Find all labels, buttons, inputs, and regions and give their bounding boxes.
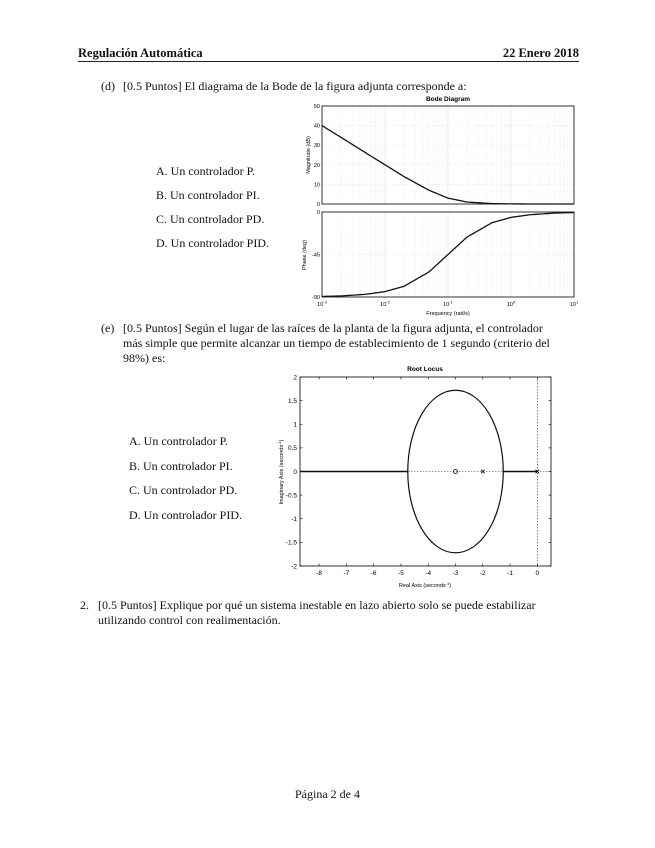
magnitude-tick-label: 0 [316, 202, 320, 208]
imag-tick-label: 2 [293, 374, 297, 382]
frequency-tick-label: $10^{-1}$ [443, 299, 453, 308]
question-d-option-a: A. Un controlador P. [156, 164, 255, 178]
frequency-tick-label: $10^{-2}$ [380, 299, 390, 308]
page-number: Página 2 de 4 [295, 787, 360, 801]
frequency-tick-label: $10^1$ [569, 299, 579, 308]
magnitude-tick-label: 20 [313, 162, 320, 169]
real-tick-label: 0 [535, 570, 540, 577]
question-e-line-3: 98%) es: [123, 351, 166, 365]
bode-title: Bode Diagram [425, 96, 471, 103]
root-locus-ticks [286, 374, 551, 577]
real-tick-label: -3 [452, 570, 459, 577]
question-d-text: [0.5 Puntos] El diagrama de la Bode de la figura adjunta corresponde a: [123, 79, 467, 93]
real-tick-label: -7 [343, 570, 350, 577]
bode-phase-ticks [312, 210, 320, 301]
imag-tick-label: 0.5 [287, 445, 297, 453]
page-header [78, 46, 579, 61]
phase-tick-label: -90 [312, 295, 320, 301]
course-title: Regulación Automática [78, 46, 203, 60]
imag-tick-label: 1 [293, 421, 297, 429]
real-tick-label: -1 [507, 570, 513, 577]
magnitude-tick-label: 50 [313, 104, 320, 110]
question-2-line-2: utilizando control con realimentación. [98, 613, 281, 627]
magnitude-tick-label: 10 [313, 182, 320, 189]
root-locus-ylabel: Imaginary Axis (seconds$^{-1}$) [277, 439, 285, 505]
real-tick-label: -6 [370, 570, 377, 577]
real-tick-label: -2 [479, 570, 486, 577]
question-e-option-c: C. Un controlador PD. [129, 483, 238, 497]
imag-tick-label: 1.5 [287, 397, 297, 405]
question-2-label: 2. [80, 598, 89, 612]
real-tick-label: -8 [316, 570, 322, 577]
frequency-tick-label: $10^{-3}$ [317, 299, 327, 308]
root-locus-plot [270, 360, 560, 592]
frequency-tick-label: $10^0$ [506, 299, 516, 308]
question-2-line-1: [0.5 Puntos] Explique por qué un sistema inestable en lazo abierto solo se puede estabilizar [98, 598, 536, 612]
question-e-option-d: D. Un controlador PID. [129, 508, 242, 522]
real-tick-label: -5 [398, 570, 404, 577]
imag-tick-label: 0 [293, 468, 297, 476]
question-e-line-1: [0.5 Puntos] Según el lugar de las raíces de la planta de la figura adjunta, el controlador [123, 321, 543, 335]
magnitude-tick-label: 30 [313, 143, 320, 150]
question-e-label: (e) [101, 321, 115, 335]
question-d-option-c: C. Un controlador PD. [156, 212, 265, 226]
phase-ylabel: Phase (deg) [302, 240, 308, 270]
real-tick-label: -4 [425, 570, 432, 577]
question-e-line-2: más simple que permite alcanzar un tiempo de establecimiento de 1 segundo (criterio del [123, 336, 550, 350]
imag-tick-label: -0.5 [285, 492, 297, 500]
phase-tick-label: 0 [316, 210, 320, 216]
root-locus-title: Root Locus [407, 366, 443, 373]
locus-branch-ellipse [408, 390, 503, 553]
imag-tick-label: -1 [291, 516, 297, 524]
question-d-label: (d) [101, 79, 115, 93]
imag-tick-label: -1.5 [285, 539, 297, 547]
bode-magnitude-ticks [314, 104, 320, 208]
question-e-option-a: A. Un controlador P. [129, 434, 228, 448]
question-d-option-d: D. Un controlador PID. [156, 236, 269, 250]
magnitude-ylabel: Magnitude (dB) [306, 136, 312, 174]
header-rule [78, 61, 579, 62]
question-e-option-b: B. Un controlador PI. [129, 459, 233, 473]
bode-magnitude-grid [322, 106, 574, 204]
exam-date: 22 Enero 2018 [502, 46, 579, 60]
bode-x-ticks [317, 300, 579, 309]
bode-xlabel: Frequency (rad/s) [426, 311, 470, 317]
magnitude-tick-label: 40 [313, 123, 320, 130]
root-locus-xlabel: Real Axis (seconds$^{-1}$) [398, 581, 452, 589]
imag-tick-label: -2 [291, 563, 297, 571]
phase-tick-label: -45 [312, 252, 320, 259]
bode-diagram [296, 92, 586, 320]
question-d-option-b: B. Un controlador PI. [156, 188, 260, 202]
